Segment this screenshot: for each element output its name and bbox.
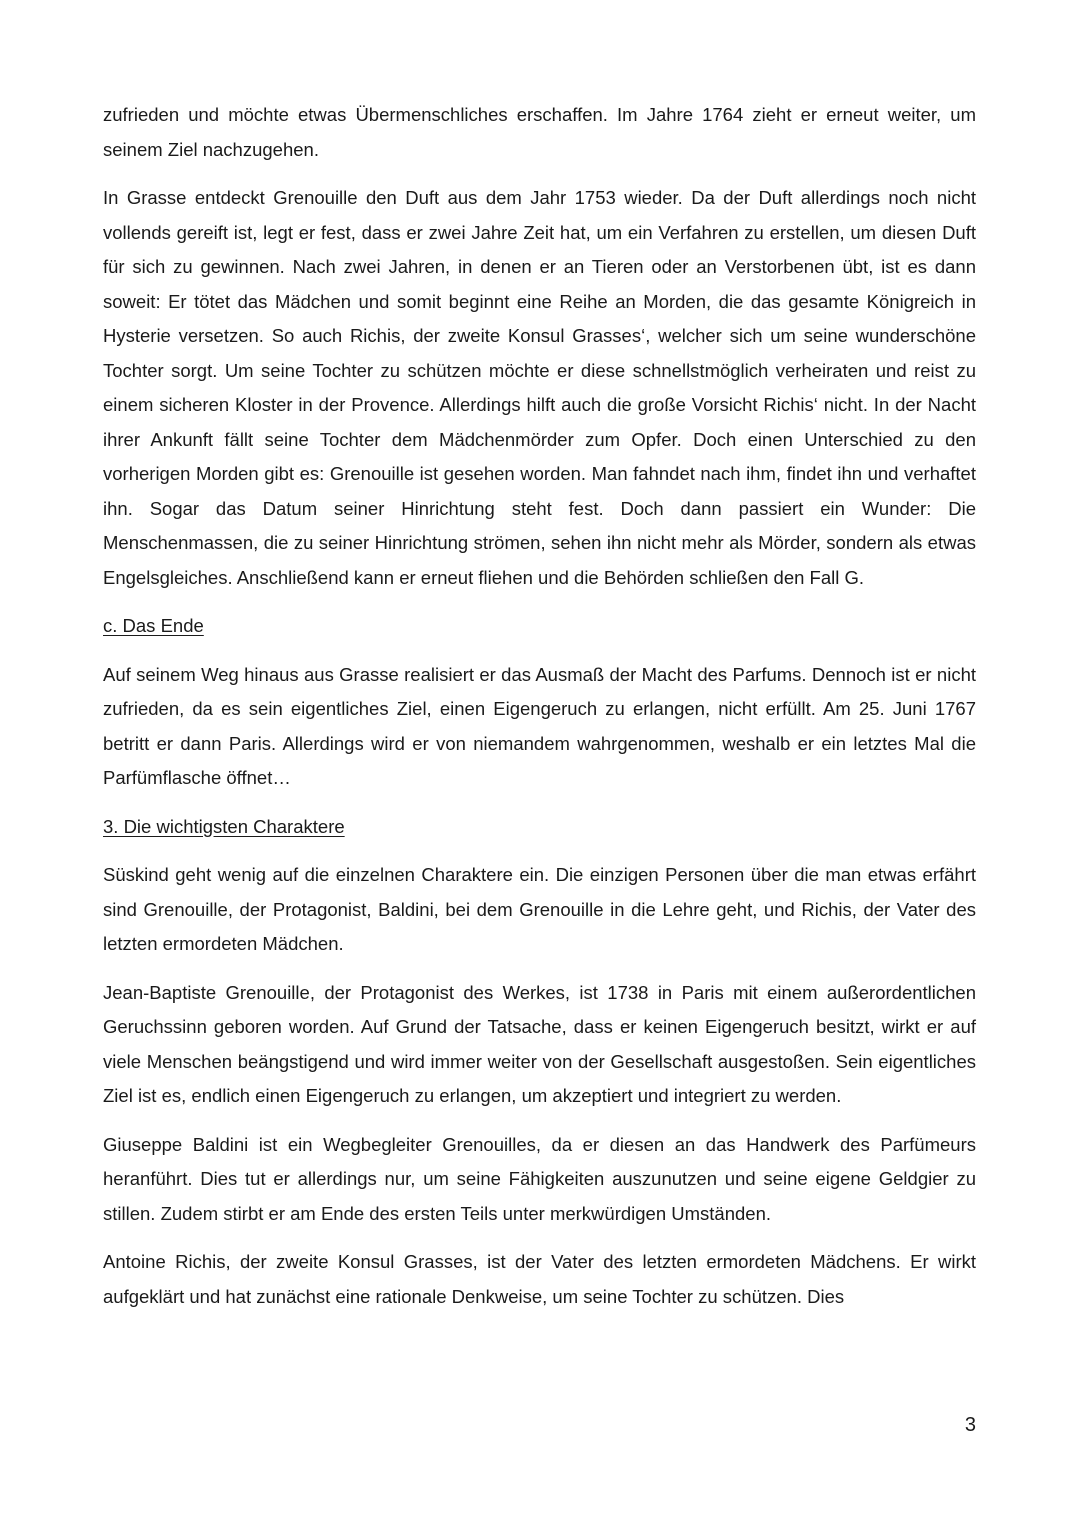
- section-heading-charaktere: 3. Die wichtigsten Charaktere: [103, 815, 345, 837]
- paragraph-grenouille: Jean-Baptiste Grenouille, der Protagonist des Werkes, ist 1738 in Paris mit einem außerordentlichen Geruchssinn geboren worden. Auf Grund der Tatsache, dass er keinen Eigengeruch besitzt, wirkt er auf viele Menschen beängstigend und wird immer weiter von der Gesellschaft ausgestoßen. Sein eigentliches Ziel ist es, endlich einen Eigengeruch zu erlangen, um akzeptiert und integriert zu werden.: [103, 981, 976, 1106]
- paragraph-characters-overview: Süskind geht wenig auf die einzelnen Charaktere ein. Die einzigen Personen über die man etwas erfährt sind Grenouille, der Protagonist, Baldini, bei dem Grenouille in die Lehre geht, und Richis, der Vater des letzten ermordeten Mädchen.: [103, 864, 976, 954]
- paragraph-ending: Auf seinem Weg hinaus aus Grasse realisiert er das Ausmaß der Macht des Parfums. Dennoch ist er nicht zufrieden, da es sein eigentliches Ziel, einen Eigengeruch zu erlangen, nicht erfüllt. Am 25. Juni 1767 betritt er dann Paris. Allerdings wird er von niemandem wahrgenommen, weshalb er ein letztes Mal die Parfümflasche öffnet…: [103, 663, 976, 788]
- paragraph-grasse: In Grasse entdeckt Grenouille den Duft aus dem Jahr 1753 wieder. Da der Duft allerdings noch nicht vollends gereift ist, legt er fest, dass er zwei Jahre Zeit hat, um ein Verfahren zu erstellen, um diesen Duft für sich zu gewinnen. Nach zwei Jahren, in denen er an Tieren oder an Verstorbenen übt, ist es dann soweit: Er tötet das Mädchen und somit beginnt eine Reihe an Morden, die das gesamte Königreich in Hysterie versetzen. So auch Richis, der zweite Konsul Grasses‘, welcher sich um seine wunderschöne Tochter sorgt. Um seine Tochter zu schützen möchte er diese schnellstmöglich verheiraten und reist zu einem sicheren Kloster in der Provence. Allerdings hilft auch die große Vorsicht Richis‘ nicht. In der Nacht ihrer Ankunft fällt seine Tochter dem Mädchenmörder zum Opfer. Doch einen Unterschied zu den vorherigen Morden gibt es: Grenouille ist gesehen worden. Man fahndet nach ihm, findet ihn und verhaftet ihn. Sogar das Datum seiner Hinrichtung steht fest. Doch dann passiert ein Wunder: Die Menschenmassen, die zu seiner Hinrichtung strömen, sehen ihn nicht mehr als Mörder, sondern als etwas Engelsgleiches. Anschließend kann er erneut fliehen und die Behörden schließen den Fall G.: [103, 187, 976, 588]
- paragraph-baldini: Giuseppe Baldini ist ein Wegbegleiter Grenouilles, da er diesen an das Handwerk des Parfümeurs heranführt. Dies tut er allerdings nur, um seine Fähigkeiten auszunutzen und seine eigene Geldgier zu stillen. Zudem stirbt er am Ende des ersten Teils unter merkwürdigen Umständen.: [103, 1133, 976, 1224]
- paragraph-intro-end: zufrieden und möchte etwas Übermenschliches erschaffen. Im Jahre 1764 zieht er erneut weiter, um seinem Ziel nachzugehen.: [103, 104, 976, 160]
- page-content: [103, 98, 976, 1328]
- paragraph-richis: Antoine Richis, der zweite Konsul Grasses, ist der Vater des letzten ermordeten Mädchens. Er wirkt aufgeklärt und hat zunächst eine rationale Denkweise, um seine Tochter zu schützen. Dies: [103, 1251, 976, 1307]
- page-number: 3: [964, 1414, 976, 1436]
- section-heading-das-ende: c. Das Ende: [103, 615, 204, 636]
